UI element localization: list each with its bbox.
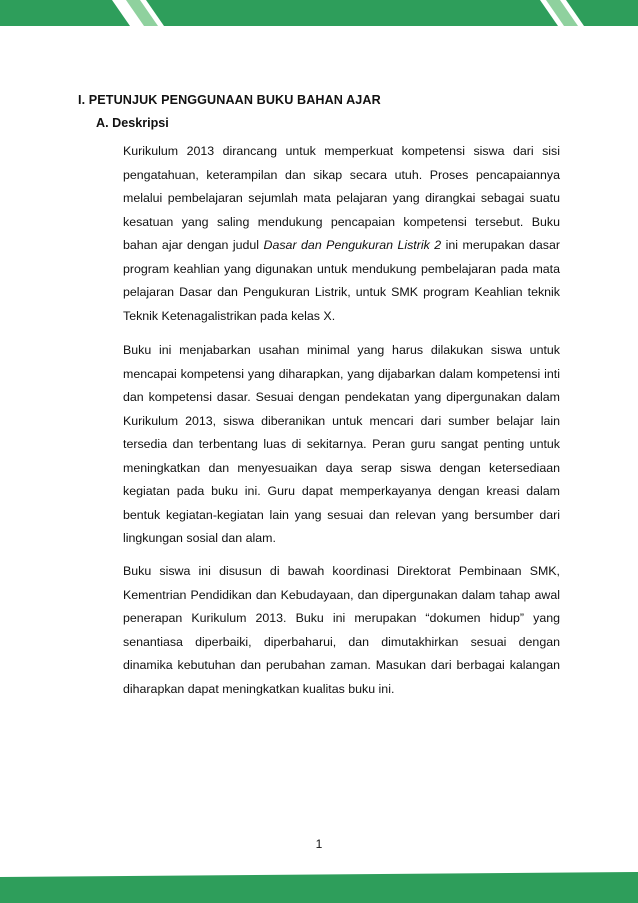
paragraph-1 [123, 140, 560, 328]
paragraph-3: Buku siswa ini disusun di bawah koordinasi Direktorat Pembinaan SMK, Kementrian Pendidikan dan Kebudayaan, dan dipergunakan dalam tahap awal penerapan Kurikulum 2013. Buku ini merupakan “dokumen hidup” yang senantiasa diperbaiki, diperbaharui, dan dimutakhirkan sesuai dengan dinamika kebutuhan dan perubahan zaman. Masukan dari berbagai kalangan diharapkan dapat meningkatkan kualitas buku ini. [123, 564, 560, 696]
top-band-segment [0, 0, 130, 26]
book-title: Dasar dan Pengukuran Listrik 2 [263, 238, 442, 252]
paragraph-1-text-b: ini merupakan dasar program keahlian yang digunakan untuk mendukung pembelajaran pada mata pelajaran Dasar dan Pengukuran Listrik, untuk SMK program Keahlian teknik Teknik Ketenagalistrikan pada kelas X. [123, 238, 560, 323]
paragraph-1-text-a: Kurikulum 2013 dirancang untuk memperkuat kompetensi siswa dari sisi pengatahuan, keterampilan dan sikap secara utuh. Proses pencapaiannya melalui pembelajaran sejumlah mata pelajaran yang dirangkai sebagai suatu kesatuan yang saling mendukung pencapaian kompetensi tersebut. Buku bahan ajar dengan judul [123, 144, 560, 252]
top-band-segment [566, 0, 638, 26]
bottom-decorative-band [0, 872, 638, 903]
top-band-segment [146, 0, 558, 26]
section-heading: I. PETUNJUK PENGGUNAAN BUKU BAHAN AJAR [78, 93, 381, 107]
page-number: 1 [315, 837, 323, 851]
subsection-heading: A. Deskripsi [96, 116, 169, 130]
top-decorative-band [0, 0, 638, 26]
bottom-band-segment [0, 872, 638, 903]
paragraph-2: Buku ini menjabarkan usahan minimal yang harus dilakukan siswa untuk mencapai kompetensi yang diharapkan, yang dijabarkan dalam kompetensi inti dan kompetensi dasar. Sesuai dengan pendekatan yang dipergunakan dalam Kurikulum 2013, siswa diberanikan untuk mencari dari sumber belajar lain tersedia dan terbentang luas di sekitarnya. Peran guru sangat penting untuk meningkatkan dan menyesuaikan daya serap siswa dengan ketersediaan kegiatan pada buku ini. Guru dapat memperkayanya dengan kreasi dalam bentuk kegiatan-kegiatan lain yang sesuai dan relevan yang bersumber dari lingkungan sosial dan alam. [123, 343, 560, 545]
